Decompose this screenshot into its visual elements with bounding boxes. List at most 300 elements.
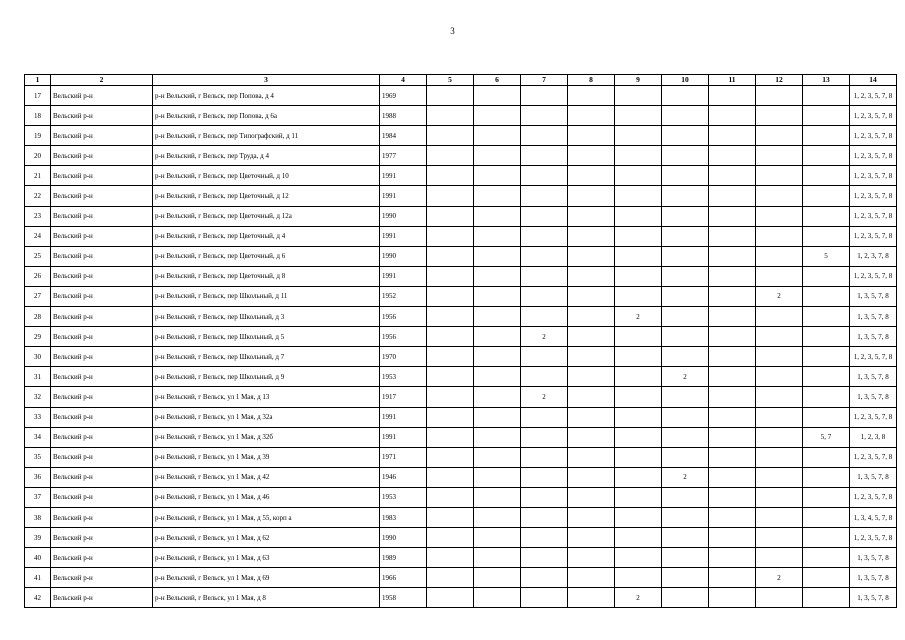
row-number: 18 bbox=[25, 106, 51, 126]
col13-cell bbox=[803, 568, 850, 588]
col9-cell bbox=[615, 387, 662, 407]
col14-cell: 1, 2, 3, 5, 7, 8 bbox=[850, 407, 897, 427]
col10-cell bbox=[662, 588, 709, 608]
col7-cell bbox=[521, 106, 568, 126]
col13-cell bbox=[803, 226, 850, 246]
table-row bbox=[25, 126, 897, 146]
col6-cell bbox=[474, 427, 521, 447]
column-header-14: 14 bbox=[850, 75, 897, 86]
col7-cell bbox=[521, 407, 568, 427]
col9-cell bbox=[615, 86, 662, 106]
year-cell: 1991 bbox=[380, 166, 427, 186]
col8-cell bbox=[568, 166, 615, 186]
district-cell: Вельский р-н bbox=[51, 467, 153, 487]
table-row bbox=[25, 166, 897, 186]
col7-cell bbox=[521, 347, 568, 367]
col11-cell bbox=[709, 286, 756, 306]
year-cell: 1984 bbox=[380, 126, 427, 146]
table-row bbox=[25, 146, 897, 166]
district-cell: Вельский р-н bbox=[51, 266, 153, 286]
col9-cell bbox=[615, 266, 662, 286]
col9-cell bbox=[615, 367, 662, 387]
address-cell: р-н Вельский, г Вельск, пер Попова, д 6а bbox=[153, 106, 380, 126]
district-cell: Вельский р-н bbox=[51, 307, 153, 327]
table-row bbox=[25, 246, 897, 266]
district-cell: Вельский р-н bbox=[51, 146, 153, 166]
col12-cell bbox=[756, 427, 803, 447]
year-cell: 1991 bbox=[380, 266, 427, 286]
year-cell: 1953 bbox=[380, 487, 427, 507]
col9-cell bbox=[615, 206, 662, 226]
year-cell: 1990 bbox=[380, 206, 427, 226]
table-row bbox=[25, 387, 897, 407]
year-cell: 1971 bbox=[380, 447, 427, 467]
col6-cell bbox=[474, 347, 521, 367]
year-cell: 1956 bbox=[380, 307, 427, 327]
address-cell: р-н Вельский, г Вельск, пер Цветочный, д 12а bbox=[153, 206, 380, 226]
col13-cell bbox=[803, 407, 850, 427]
col5-cell bbox=[427, 588, 474, 608]
column-header-6: 6 bbox=[474, 75, 521, 86]
col7-cell bbox=[521, 206, 568, 226]
col9-cell bbox=[615, 327, 662, 347]
col13-cell bbox=[803, 528, 850, 548]
col12-cell bbox=[756, 266, 803, 286]
row-number: 38 bbox=[25, 507, 51, 527]
col9-cell bbox=[615, 146, 662, 166]
row-number: 20 bbox=[25, 146, 51, 166]
table-row bbox=[25, 467, 897, 487]
row-number: 24 bbox=[25, 226, 51, 246]
address-cell: р-н Вельский, г Вельск, ул 1 Мая, д 13 bbox=[153, 387, 380, 407]
table-row bbox=[25, 588, 897, 608]
district-cell: Вельский р-н bbox=[51, 186, 153, 206]
col5-cell bbox=[427, 166, 474, 186]
col5-cell bbox=[427, 487, 474, 507]
col5-cell bbox=[427, 126, 474, 146]
col11-cell bbox=[709, 387, 756, 407]
col12-cell bbox=[756, 126, 803, 146]
col14-cell: 1, 3, 5, 7, 8 bbox=[850, 367, 897, 387]
col8-cell bbox=[568, 186, 615, 206]
address-cell: р-н Вельский, г Вельск, ул 1 Мая, д 62 bbox=[153, 528, 380, 548]
col14-cell: 1, 3, 5, 7, 8 bbox=[850, 327, 897, 347]
col14-cell: 1, 3, 5, 7, 8 bbox=[850, 467, 897, 487]
row-number: 30 bbox=[25, 347, 51, 367]
col8-cell bbox=[568, 106, 615, 126]
col12-cell bbox=[756, 507, 803, 527]
col11-cell bbox=[709, 226, 756, 246]
col13-cell bbox=[803, 387, 850, 407]
col10-cell bbox=[662, 226, 709, 246]
col10-cell bbox=[662, 246, 709, 266]
row-number: 32 bbox=[25, 387, 51, 407]
col10-cell: 2 bbox=[662, 467, 709, 487]
address-cell: р-н Вельский, г Вельск, пер Школьный, д 5 bbox=[153, 327, 380, 347]
year-cell: 1952 bbox=[380, 286, 427, 306]
col14-cell: 1, 2, 3, 5, 7, 8 bbox=[850, 347, 897, 367]
table-row bbox=[25, 307, 897, 327]
row-number: 40 bbox=[25, 548, 51, 568]
col10-cell bbox=[662, 347, 709, 367]
district-cell: Вельский р-н bbox=[51, 487, 153, 507]
col7-cell bbox=[521, 447, 568, 467]
col9-cell bbox=[615, 507, 662, 527]
col13-cell bbox=[803, 327, 850, 347]
address-cell: р-н Вельский, г Вельск, пер Цветочный, д 12 bbox=[153, 186, 380, 206]
year-cell: 1991 bbox=[380, 186, 427, 206]
column-header-2: 2 bbox=[51, 75, 153, 86]
district-cell: Вельский р-н bbox=[51, 347, 153, 367]
year-cell: 1917 bbox=[380, 387, 427, 407]
year-cell: 1991 bbox=[380, 427, 427, 447]
column-header-12: 12 bbox=[756, 75, 803, 86]
col5-cell bbox=[427, 266, 474, 286]
col13-cell bbox=[803, 307, 850, 327]
col7-cell bbox=[521, 226, 568, 246]
col11-cell bbox=[709, 146, 756, 166]
col10-cell bbox=[662, 427, 709, 447]
col8-cell bbox=[568, 427, 615, 447]
col14-cell: 1, 2, 3, 5, 7, 8 bbox=[850, 186, 897, 206]
row-number: 37 bbox=[25, 487, 51, 507]
col13-cell bbox=[803, 286, 850, 306]
row-number: 28 bbox=[25, 307, 51, 327]
col9-cell bbox=[615, 347, 662, 367]
col5-cell bbox=[427, 447, 474, 467]
row-number: 35 bbox=[25, 447, 51, 467]
col5-cell bbox=[427, 286, 474, 306]
address-cell: р-н Вельский, г Вельск, пер Цветочный, д 8 bbox=[153, 266, 380, 286]
row-number: 23 bbox=[25, 206, 51, 226]
table-row bbox=[25, 286, 897, 306]
col14-cell: 1, 3, 5, 7, 8 bbox=[850, 307, 897, 327]
col12-cell bbox=[756, 588, 803, 608]
address-cell: р-н Вельский, г Вельск, ул 1 Мая, д 8 bbox=[153, 588, 380, 608]
col11-cell bbox=[709, 186, 756, 206]
col8-cell bbox=[568, 246, 615, 266]
district-cell: Вельский р-н bbox=[51, 568, 153, 588]
col11-cell bbox=[709, 266, 756, 286]
col13-cell bbox=[803, 548, 850, 568]
col13-cell bbox=[803, 367, 850, 387]
col12-cell bbox=[756, 226, 803, 246]
col13-cell bbox=[803, 266, 850, 286]
col14-cell: 1, 3, 4, 5, 7, 8 bbox=[850, 507, 897, 527]
col12-cell bbox=[756, 86, 803, 106]
district-cell: Вельский р-н bbox=[51, 327, 153, 347]
col8-cell bbox=[568, 467, 615, 487]
address-cell: р-н Вельский, г Вельск, пер Типографский, д 11 bbox=[153, 126, 380, 146]
col8-cell bbox=[568, 226, 615, 246]
col9-cell bbox=[615, 166, 662, 186]
col13-cell bbox=[803, 126, 850, 146]
col11-cell bbox=[709, 568, 756, 588]
col13-cell bbox=[803, 507, 850, 527]
year-cell: 1990 bbox=[380, 246, 427, 266]
table-row bbox=[25, 347, 897, 367]
col9-cell bbox=[615, 246, 662, 266]
district-cell: Вельский р-н bbox=[51, 447, 153, 467]
col5-cell bbox=[427, 568, 474, 588]
year-cell: 1991 bbox=[380, 226, 427, 246]
column-header-5: 5 bbox=[427, 75, 474, 86]
address-cell: р-н Вельский, г Вельск, пер Школьный, д 9 bbox=[153, 367, 380, 387]
year-cell: 1991 bbox=[380, 407, 427, 427]
column-header-8: 8 bbox=[568, 75, 615, 86]
address-cell: р-н Вельский, г Вельск, ул 1 Мая, д 46 bbox=[153, 487, 380, 507]
col14-cell: 1, 2, 3, 5, 7, 8 bbox=[850, 146, 897, 166]
col14-cell: 1, 2, 3, 5, 7, 8 bbox=[850, 166, 897, 186]
col6-cell bbox=[474, 246, 521, 266]
col7-cell bbox=[521, 186, 568, 206]
col10-cell bbox=[662, 507, 709, 527]
col14-cell: 1, 2, 3, 5, 7, 8 bbox=[850, 528, 897, 548]
table-row bbox=[25, 266, 897, 286]
header-row bbox=[25, 75, 897, 86]
col10-cell bbox=[662, 146, 709, 166]
col11-cell bbox=[709, 307, 756, 327]
col13-cell bbox=[803, 467, 850, 487]
col7-cell bbox=[521, 126, 568, 146]
address-cell: р-н Вельский, г Вельск, ул 1 Мая, д 55, корп а bbox=[153, 507, 380, 527]
table-row bbox=[25, 407, 897, 427]
col12-cell bbox=[756, 206, 803, 226]
district-cell: Вельский р-н bbox=[51, 507, 153, 527]
col12-cell bbox=[756, 467, 803, 487]
year-cell: 1969 bbox=[380, 86, 427, 106]
col14-cell: 1, 2, 3, 5, 7, 8 bbox=[850, 206, 897, 226]
district-cell: Вельский р-н bbox=[51, 86, 153, 106]
address-cell: р-н Вельский, г Вельск, ул 1 Мая, д 39 bbox=[153, 447, 380, 467]
col5-cell bbox=[427, 507, 474, 527]
col8-cell bbox=[568, 568, 615, 588]
year-cell: 1988 bbox=[380, 106, 427, 126]
col6-cell bbox=[474, 166, 521, 186]
col9-cell bbox=[615, 447, 662, 467]
col6-cell bbox=[474, 106, 521, 126]
col9-cell bbox=[615, 568, 662, 588]
table-row bbox=[25, 226, 897, 246]
col6-cell bbox=[474, 327, 521, 347]
col14-cell: 1, 2, 3, 5, 7, 8 bbox=[850, 447, 897, 467]
col5-cell bbox=[427, 528, 474, 548]
col14-cell: 1, 2, 3, 5, 7, 8 bbox=[850, 86, 897, 106]
address-cell: р-н Вельский, г Вельск, ул 1 Мая, д 32б bbox=[153, 427, 380, 447]
col6-cell bbox=[474, 407, 521, 427]
col8-cell bbox=[568, 507, 615, 527]
col5-cell bbox=[427, 548, 474, 568]
col6-cell bbox=[474, 146, 521, 166]
col10-cell bbox=[662, 186, 709, 206]
col6-cell bbox=[474, 467, 521, 487]
col7-cell bbox=[521, 507, 568, 527]
district-cell: Вельский р-н bbox=[51, 548, 153, 568]
col14-cell: 1, 2, 3, 5, 7, 8 bbox=[850, 106, 897, 126]
col14-cell: 1, 3, 5, 7, 8 bbox=[850, 286, 897, 306]
col14-cell: 1, 2, 3, 7, 8 bbox=[850, 246, 897, 266]
year-cell: 1990 bbox=[380, 528, 427, 548]
col9-cell bbox=[615, 487, 662, 507]
district-cell: Вельский р-н bbox=[51, 206, 153, 226]
col6-cell bbox=[474, 387, 521, 407]
col10-cell bbox=[662, 206, 709, 226]
col6-cell bbox=[474, 126, 521, 146]
col5-cell bbox=[427, 347, 474, 367]
col9-cell bbox=[615, 427, 662, 447]
col6-cell bbox=[474, 507, 521, 527]
col8-cell bbox=[568, 307, 615, 327]
col9-cell bbox=[615, 286, 662, 306]
table-row bbox=[25, 447, 897, 467]
col13-cell bbox=[803, 347, 850, 367]
col14-cell: 1, 2, 3, 5, 7, 8 bbox=[850, 487, 897, 507]
col6-cell bbox=[474, 266, 521, 286]
col11-cell bbox=[709, 126, 756, 146]
col10-cell bbox=[662, 286, 709, 306]
table-row bbox=[25, 86, 897, 106]
address-cell: р-н Вельский, г Вельск, пер Цветочный, д 10 bbox=[153, 166, 380, 186]
col9-cell bbox=[615, 467, 662, 487]
col9-cell: 2 bbox=[615, 588, 662, 608]
row-number: 31 bbox=[25, 367, 51, 387]
col10-cell bbox=[662, 86, 709, 106]
col11-cell bbox=[709, 106, 756, 126]
column-header-13: 13 bbox=[803, 75, 850, 86]
district-cell: Вельский р-н bbox=[51, 106, 153, 126]
district-cell: Вельский р-н bbox=[51, 126, 153, 146]
col6-cell bbox=[474, 86, 521, 106]
table-row bbox=[25, 568, 897, 588]
col12-cell bbox=[756, 327, 803, 347]
district-cell: Вельский р-н bbox=[51, 588, 153, 608]
table-row bbox=[25, 186, 897, 206]
col5-cell bbox=[427, 186, 474, 206]
col5-cell bbox=[427, 307, 474, 327]
row-number: 25 bbox=[25, 246, 51, 266]
col8-cell bbox=[568, 487, 615, 507]
year-cell: 1970 bbox=[380, 347, 427, 367]
col11-cell bbox=[709, 166, 756, 186]
table-row bbox=[25, 106, 897, 126]
col8-cell bbox=[568, 286, 615, 306]
col7-cell bbox=[521, 467, 568, 487]
column-header-7: 7 bbox=[521, 75, 568, 86]
row-number: 41 bbox=[25, 568, 51, 588]
col8-cell bbox=[568, 588, 615, 608]
row-number: 19 bbox=[25, 126, 51, 146]
col8-cell bbox=[568, 327, 615, 347]
col10-cell bbox=[662, 126, 709, 146]
col7-cell bbox=[521, 528, 568, 548]
col13-cell bbox=[803, 146, 850, 166]
col14-cell: 1, 3, 5, 7, 8 bbox=[850, 588, 897, 608]
col8-cell bbox=[568, 407, 615, 427]
col11-cell bbox=[709, 447, 756, 467]
column-header-11: 11 bbox=[709, 75, 756, 86]
col8-cell bbox=[568, 146, 615, 166]
col13-cell bbox=[803, 186, 850, 206]
col8-cell bbox=[568, 447, 615, 467]
column-header-4: 4 bbox=[380, 75, 427, 86]
col12-cell bbox=[756, 548, 803, 568]
col8-cell bbox=[568, 367, 615, 387]
row-number: 39 bbox=[25, 528, 51, 548]
address-cell: р-н Вельский, г Вельск, пер Школьный, д 7 bbox=[153, 347, 380, 367]
row-number: 42 bbox=[25, 588, 51, 608]
table-row bbox=[25, 367, 897, 387]
col14-cell: 1, 3, 5, 7, 8 bbox=[850, 548, 897, 568]
col6-cell bbox=[474, 226, 521, 246]
row-number: 33 bbox=[25, 407, 51, 427]
col9-cell bbox=[615, 126, 662, 146]
col10-cell bbox=[662, 166, 709, 186]
table-body bbox=[25, 86, 897, 608]
col14-cell: 1, 3, 5, 7, 8 bbox=[850, 387, 897, 407]
col7-cell bbox=[521, 588, 568, 608]
district-cell: Вельский р-н bbox=[51, 427, 153, 447]
table-row bbox=[25, 327, 897, 347]
address-cell: р-н Вельский, г Вельск, ул 1 Мая, д 63 bbox=[153, 548, 380, 568]
col5-cell bbox=[427, 387, 474, 407]
district-cell: Вельский р-н bbox=[51, 367, 153, 387]
col8-cell bbox=[568, 387, 615, 407]
row-number: 34 bbox=[25, 427, 51, 447]
col5-cell bbox=[427, 367, 474, 387]
column-header-10: 10 bbox=[662, 75, 709, 86]
col14-cell: 1, 2, 3, 5, 7, 8 bbox=[850, 226, 897, 246]
table-row bbox=[25, 206, 897, 226]
col13-cell: 5 bbox=[803, 246, 850, 266]
col10-cell: 2 bbox=[662, 367, 709, 387]
col14-cell: 1, 2, 3, 5, 7, 8 bbox=[850, 266, 897, 286]
col11-cell bbox=[709, 86, 756, 106]
col10-cell bbox=[662, 548, 709, 568]
row-number: 36 bbox=[25, 467, 51, 487]
year-cell: 1956 bbox=[380, 327, 427, 347]
col12-cell bbox=[756, 106, 803, 126]
col12-cell: 2 bbox=[756, 286, 803, 306]
col8-cell bbox=[568, 206, 615, 226]
col13-cell bbox=[803, 166, 850, 186]
year-cell: 1958 bbox=[380, 588, 427, 608]
col13-cell: 5, 7 bbox=[803, 427, 850, 447]
row-number: 29 bbox=[25, 327, 51, 347]
district-cell: Вельский р-н bbox=[51, 407, 153, 427]
col10-cell bbox=[662, 528, 709, 548]
address-cell: р-н Вельский, г Вельск, пер Попова, д 4 bbox=[153, 86, 380, 106]
col13-cell bbox=[803, 206, 850, 226]
col7-cell bbox=[521, 146, 568, 166]
col5-cell bbox=[427, 146, 474, 166]
district-cell: Вельский р-н bbox=[51, 528, 153, 548]
col11-cell bbox=[709, 507, 756, 527]
col13-cell bbox=[803, 588, 850, 608]
col7-cell bbox=[521, 427, 568, 447]
col12-cell bbox=[756, 387, 803, 407]
column-header-9: 9 bbox=[615, 75, 662, 86]
col8-cell bbox=[568, 548, 615, 568]
col6-cell bbox=[474, 588, 521, 608]
address-cell: р-н Вельский, г Вельск, пер Цветочный, д 4 bbox=[153, 226, 380, 246]
column-header-3: 3 bbox=[153, 75, 380, 86]
col8-cell bbox=[568, 528, 615, 548]
year-cell: 1966 bbox=[380, 568, 427, 588]
col6-cell bbox=[474, 186, 521, 206]
address-cell: р-н Вельский, г Вельск, ул 1 Мая, д 69 bbox=[153, 568, 380, 588]
column-header-1: 1 bbox=[25, 75, 51, 86]
row-number: 17 bbox=[25, 86, 51, 106]
